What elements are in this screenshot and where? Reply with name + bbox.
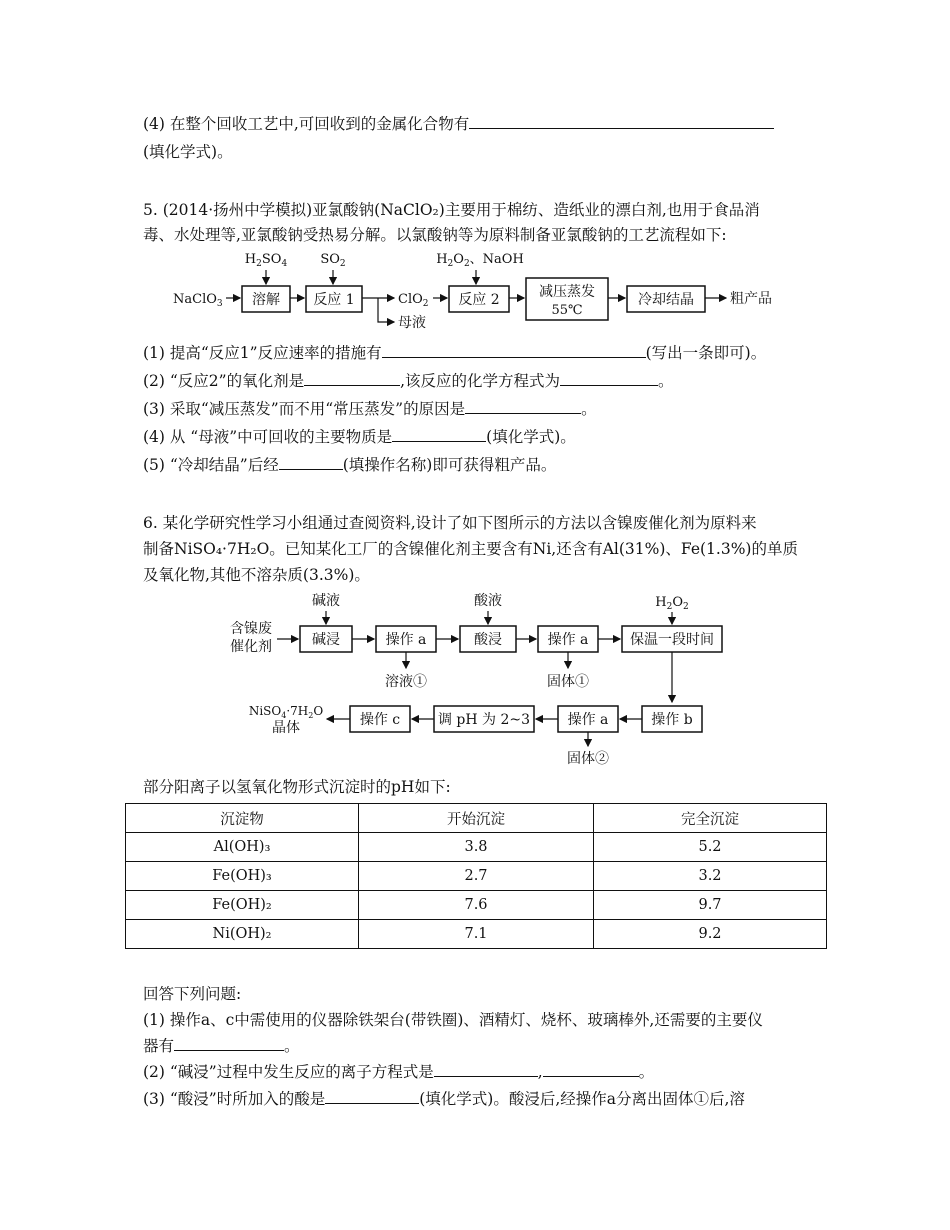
start-catalyst-l1: 含镍废	[230, 621, 272, 637]
q5-sub2: (2) “反应2”的氧化剂是 ,该反应的化学方程式为 。	[143, 372, 674, 390]
svg-text:操作 c: 操作 c	[359, 712, 401, 728]
box-operation-b	[642, 706, 702, 732]
header-complete: 完全沉淀	[594, 804, 827, 833]
q5-sub3: (3) 采取“减压蒸发”而不用“常压蒸发”的原因是 。	[143, 400, 597, 418]
box-operation-a-2	[538, 626, 598, 652]
svg-text:溶解: 溶解	[252, 292, 280, 308]
q6-sub1-line1: (1) 操作a、c中需使用的仪器除铁架台(带铁圈)、酒精灯、烧杯、玻璃棒外,还需要的主要仪	[143, 1011, 763, 1029]
svg-text:酸浸: 酸浸	[474, 632, 502, 648]
mid-clo2: ClO$_2$	[398, 292, 429, 309]
solid-1: 固体①	[547, 674, 589, 690]
table-cell: Fe(OH)₃	[126, 862, 359, 891]
answer-blank[interactable]	[174, 1035, 284, 1051]
table-cell: 7.1	[359, 920, 594, 949]
box-acid-leach	[460, 626, 516, 652]
table-header-row	[126, 804, 827, 833]
svg-text:冷却结晶: 冷却结晶	[638, 292, 694, 308]
ph-table	[125, 803, 827, 949]
table-caption: 部分阳离子以氢氧化物形式沉淀时的pH如下:	[143, 778, 451, 796]
svg-text:碱浸: 碱浸	[312, 632, 340, 648]
svg-text:反应 1: 反应 1	[313, 292, 355, 308]
q6-sub3: (3) “酸浸”时所加入的酸是 (填化学式)。酸浸后,经操作a分离出固体①后,溶	[143, 1090, 745, 1108]
reagent-h2o2-naoh: $H_2O_2$、NaOH	[436, 252, 524, 269]
label-h2o2: $H_2O_2$	[655, 595, 689, 612]
box-operation-c	[350, 706, 410, 732]
q6-sub1-line2: 器有 。	[143, 1037, 300, 1055]
box-keep-warm	[622, 626, 722, 652]
q5-intro-line1: 5. (2014·扬州中学模拟)亚氯酸钠(NaClO₂)主要用于棉纺、造纸业的漂白剂,也用于食品消	[143, 201, 760, 219]
product-crystal: 晶体	[272, 720, 300, 736]
crude-product: 粗产品	[730, 291, 772, 307]
mother-liquor-label: 母液	[398, 315, 426, 331]
table-cell: 3.2	[594, 862, 827, 891]
answer-blank[interactable]	[543, 1061, 639, 1077]
answer-blank[interactable]	[434, 1061, 538, 1077]
svg-text:55℃: 55℃	[551, 303, 583, 318]
solution-1: 溶液①	[385, 674, 427, 690]
q4-tail-line1: (4) 在整个回收工艺中,可回收到的金属化合物有	[143, 113, 803, 135]
product-nisulfate: $NiSO_4\cdot 7H_2O$	[248, 704, 324, 720]
svg-text:操作 a: 操作 a	[385, 632, 427, 648]
table-cell: Ni(OH)₂	[126, 920, 359, 949]
table-cell: 9.7	[594, 891, 827, 920]
header-precipitate: 沉淀物	[126, 804, 359, 833]
q6-intro-line1: 6. 某化学研究性学习小组通过查阅资料,设计了如下图所示的方法以含镍废催化剂为原料来	[143, 514, 757, 532]
start-naclo3: NaClO$_3$	[173, 292, 223, 309]
q5-sub5: (5) “冷却结晶”后经 (填操作名称)即可获得粗产品。	[143, 456, 557, 474]
solid-2: 固体②	[567, 751, 609, 767]
svg-text:操作 a: 操作 a	[567, 712, 609, 728]
box-operation-a-3	[558, 706, 618, 732]
q6-intro-line2: 制备NiSO₄·7H₂O。已知某化工厂的含镍催化剂主要含有Ni,还含有Al(31%)、Fe(1.3%)的单质	[143, 540, 798, 558]
svg-text:保温一段时间: 保温一段时间	[630, 632, 714, 648]
table-cell: 2.7	[359, 862, 594, 891]
svg-text:反应 2: 反应 2	[458, 292, 500, 308]
q4-tail-line2: (填化学式)。	[143, 143, 233, 161]
table-cell: 9.2	[594, 920, 827, 949]
box-adjust-ph	[434, 706, 534, 732]
reagent-so2: $SO_2$	[320, 252, 346, 269]
q6-intro-line3: 及氧化物,其他不溶杂质(3.3%)。	[143, 566, 370, 584]
svg-text:操作 a: 操作 a	[547, 632, 589, 648]
box-operation-a-1	[376, 626, 436, 652]
q5-sub4: (4) 从 “母液”中可回收的主要物质是 (填化学式)。	[143, 428, 576, 446]
answer-blank[interactable]	[325, 1088, 419, 1104]
svg-text:操作 b: 操作 b	[651, 712, 693, 728]
q5-intro-line2: 毒、水处理等,亚氯酸钠受热易分解。以氯酸钠等为原料制备亚氯酸钠的工艺流程如下:	[143, 226, 727, 244]
label-alkali: 碱液	[312, 593, 340, 609]
q6-sub2: (2) “碱浸”过程中发生反应的离子方程式是 , 。	[143, 1063, 655, 1081]
answer-intro: 回答下列问题:	[143, 985, 242, 1003]
table-row	[126, 833, 827, 862]
table-cell: 7.6	[359, 891, 594, 920]
reagent-h2so4: $H_2SO_4$	[244, 252, 288, 269]
q5-sub1: (1) 提高“反应1”反应速率的措施有 (写出一条即可)。	[143, 344, 767, 362]
start-catalyst-l2: 催化剂	[230, 639, 272, 655]
table-cell: 5.2	[594, 833, 827, 862]
table-cell: Al(OH)₃	[126, 833, 359, 862]
svg-text:调 pH 为 2~3: 调 pH 为 2~3	[437, 712, 531, 728]
label-acid: 酸液	[474, 593, 502, 609]
box-alkali-leach	[300, 626, 352, 652]
svg-text:减压蒸发: 减压蒸发	[539, 284, 595, 300]
table-row	[126, 891, 827, 920]
table-row	[126, 920, 827, 949]
table-cell: Fe(OH)₂	[126, 891, 359, 920]
table-cell: 3.8	[359, 833, 594, 862]
header-start: 开始沉淀	[359, 804, 594, 833]
table-row	[126, 862, 827, 891]
